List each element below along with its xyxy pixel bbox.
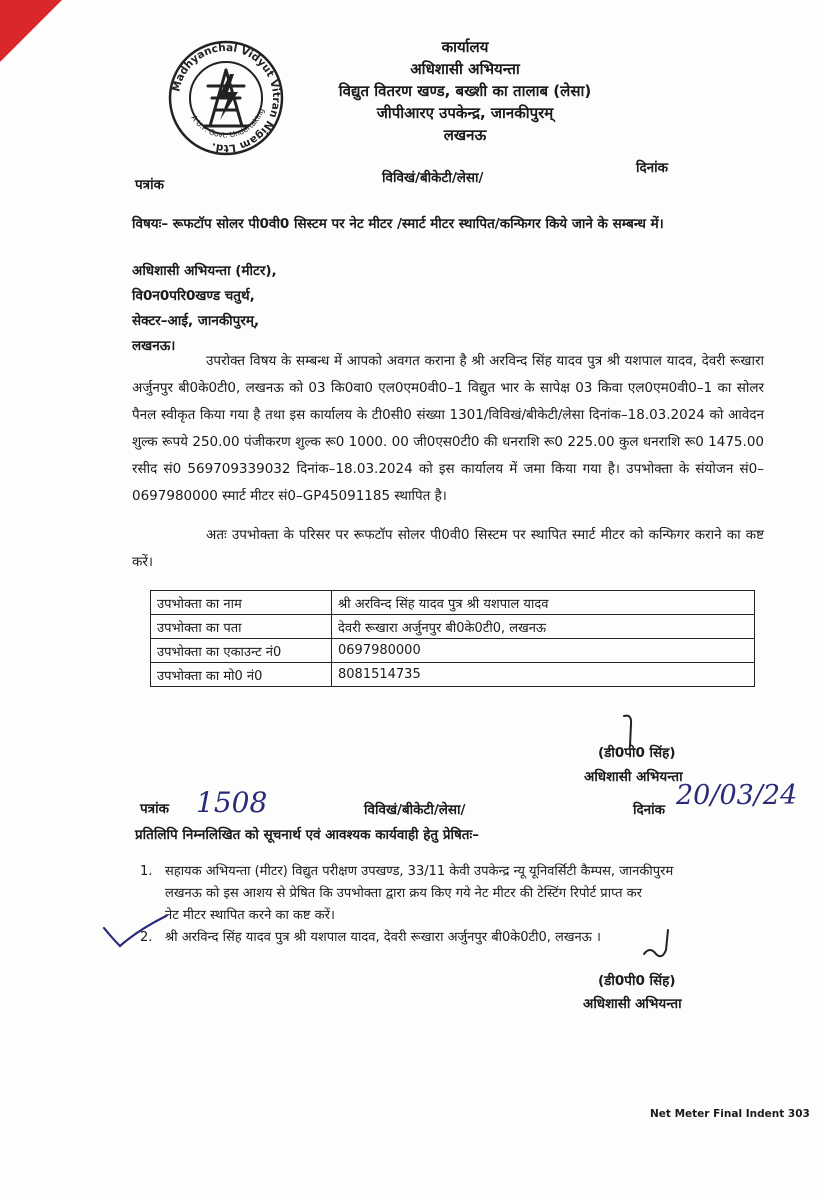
patrank2-label: पत्रांक [140,801,169,817]
header-division: विद्युत वितरण खण्ड, बख्शी का तालाब (लेसा) [338,82,592,100]
copy-item-1-number: 1. [140,864,153,879]
copy-item-1-line2: लखनऊ को इस आशय से प्रेषित कि उपभोक्ता द्वारा क्रय किए गये नेट मीटर की टेस्टिंग रिपोर्ट प्राप्त कर [165,886,642,901]
signature2-name: (डी0पी0 सिंह) [598,973,676,989]
header-substation: जीपीआरए उपकेन्द्र, जानकीपुरम् [376,104,554,122]
signature2-designation: अधिशासी अभियन्ता [583,996,682,1012]
dinank-label: दिनांक [636,160,669,176]
addressee-line2: वि0न0परि0खण्ड चतुर्थ, [132,288,255,304]
body-paragraph-1-text: उपरोक्त विषय के सम्बन्ध में आपको अवगत कराना है श्री अरविन्द सिंह यादव पुत्र श्री यशपाल यादव, देवरी रूखारा अर्जुनपुर बी0के0टी0, लखनऊ को 03 कि0वा0 एल0एम0वी0–1 विद्युत भार के सापेक्ष 03 किवा एल0एम0वी0–1 का सोलर पैनल स्वीकृत किया गया है तथा इस कार्यालय के टी0सी0 संख्या 1301/विविखं/बीकेटी/लेसा दिनांक–18.03.2024 को आवेदन शुल्क रूपये 250.00 पंजीकरण शुल्क रू0 1000. 00 जी0एस0टी0 की धनराशि रू0 225.00 कुल धनराशि रू0 1475.00 रसीद सं0 569709339032 दिनांक–18.03.2024 को इस कार्यालय में जमा किया गया है। उपभोक्ता के संयोजन सं0–0697980000 स्मार्ट मीटर सं0–GP45091185 स्थापित है। [132,353,764,504]
table-value: देवरी रूखारा अर्जुनपुर बी0के0टी0, लखनऊ [332,615,755,639]
copy-item-2-number: 2. [140,930,153,945]
table-label: उपभोक्ता का एकाउन्ट नं0 [151,639,332,663]
handwritten-date: 20/03/24 [676,780,798,811]
table-value: 8081514735 [332,663,755,687]
table-row [151,639,755,663]
patrank-label: पत्रांक [135,177,164,193]
table-label: उपभोक्ता का नाम [151,591,332,615]
table-row [151,663,755,687]
table-value: 0697980000 [332,639,755,663]
table-row [151,591,755,615]
body-paragraph-1 [132,348,764,510]
header-city: लखनऊ [443,126,487,144]
table-row [151,615,755,639]
logo-ring-text: Madhyanchal Vidyut Vitran Nigam Ltd. [170,41,283,155]
copy-item-1-line3: नेट मीटर स्थापित करने का कष्ट करें। [165,908,335,923]
table-value: श्री अरविन्द सिंह यादव पुत्र श्री यशपाल यादव [332,591,755,615]
header-office: कार्यालय [441,38,489,56]
addressee-line1: अधिशासी अभियन्ता (मीटर), [132,263,277,279]
ref-code: विविखं/बीकेटी/लेसा/ [382,170,484,186]
handwritten-ref-number: 1508 [196,786,268,819]
footer-reference: Net Meter Final Indent 303 [650,1108,810,1120]
copy-item-1-line1: सहायक अभियन्ता (मीटर) विद्युत परीक्षण उपखण्ड, 33/11 केवी उपकेन्द्र न्यू यूनिवर्सिटी कैम्पस, जानकीपुरम [165,864,674,879]
table-label: उपभोक्ता का मो0 नं0 [151,663,332,687]
logo-sub-text: A U.P. Govt. Undertaking [189,106,267,140]
table-label: उपभोक्ता का पता [151,615,332,639]
mvvnl-logo-icon [168,40,284,156]
addressee-line3: सेक्टर–आई, जानकीपुरम्, [132,313,260,329]
body-paragraph-2 [132,522,764,576]
header-designation: अधिशासी अभियन्ता [410,60,520,78]
addressee-line4: लखनऊ। [132,338,176,354]
consumer-info-table [150,590,755,687]
signature1-name: (डी0पी0 सिंह) [598,745,676,761]
subject-line: विषयः– रूफटॉप सोलर पी0वी0 सिस्टम पर नेट मीटर /स्मार्ट मीटर स्थापित/कन्फिगर किये जाने के सम्बन्ध में। [132,216,664,232]
copy-intro: प्रतिलिपि निम्नलिखित को सूचनार्थ एवं आवश्यक कार्यवाही हेतु प्रेषितः– [135,827,479,843]
dinank2-label: दिनांक [633,802,666,818]
signature1-designation: अधिशासी अभियन्ता [584,769,683,785]
signature-mark-2-icon [640,926,680,966]
body-paragraph-2-text: अतः उपभोक्ता के परिसर पर रूफटॉप सोलर पी0वी0 सिस्टम पर स्थापित स्मार्ट मीटर को कन्फिगर कराने का कष्ट करें। [132,527,764,570]
checkmark-icon [100,912,170,952]
copy-item-2-line1: श्री अरविन्द सिंह यादव पुत्र श्री यशपाल यादव, देवरी रूखारा अर्जुनपुर बी0के0टी0, लखनऊ । [165,930,601,945]
red-corner-mark [0,0,62,62]
ref2-code: विविखं/बीकेटी/लेसा/ [364,802,466,818]
